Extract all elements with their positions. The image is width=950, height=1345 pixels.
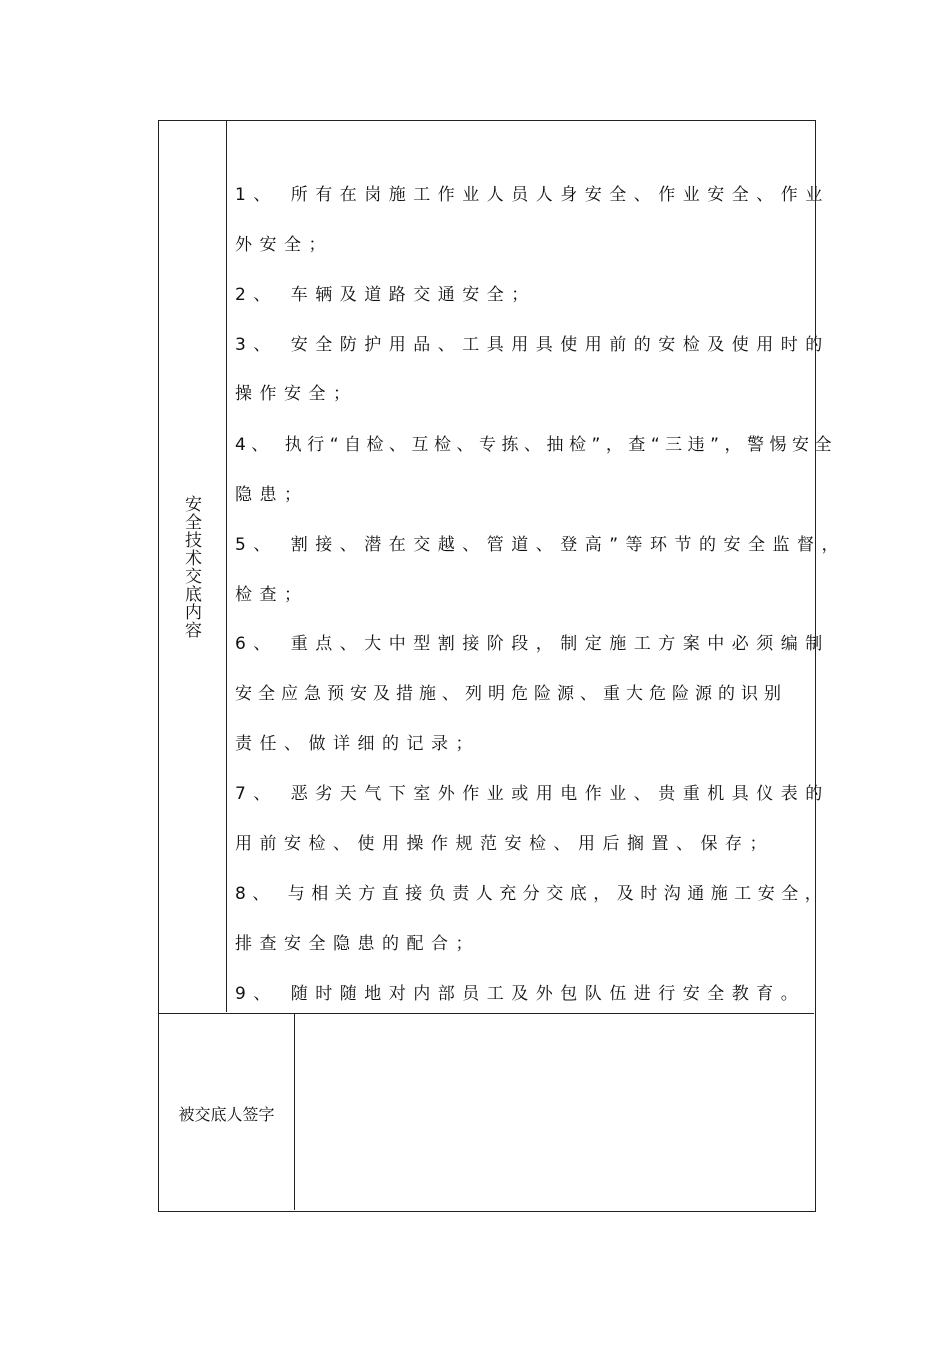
content-line: 1、 所有在岗施工作业人员人身安全、作业安全、作业 <box>235 185 830 205</box>
content-line: 6、 重点、大中型割接阶段，制定施工方案中必须编制 <box>235 634 830 654</box>
content-line: 用前安检、使用操作规范安检、用后搁置、保存； <box>235 834 774 854</box>
content-line: 排查安全隐患的配合； <box>235 934 480 954</box>
signature-row <box>159 1014 814 1210</box>
signature-label-cell <box>159 1014 295 1210</box>
safety-briefing-table <box>158 120 847 1212</box>
content-line: 2、 车辆及道路交通安全； <box>235 285 536 305</box>
content-line: 8、 与相关方直接负责人充分交底，及时沟通施工安全， <box>235 884 829 904</box>
briefing-content-row <box>159 121 847 1014</box>
content-line: 4、 执行“自检、互检、专拣、抽检”，查“三违”，警惕安全 <box>235 435 837 455</box>
content-line: 隐患； <box>235 485 309 505</box>
content-line: 责任、做详细的记录； <box>235 734 480 754</box>
content-line: 3、 安全防护用品、工具用具使用前的安检及使用时的 <box>235 335 830 355</box>
content-line: 5、 割接、潜在交越、管道、登高”等环节的安全监督， <box>235 535 847 555</box>
section-label-cell <box>159 121 227 1012</box>
content-line: 7、 恶劣天气下室外作业或用电作业、贵重机具仪表的 <box>235 784 830 804</box>
content-line: 检查； <box>235 585 309 605</box>
signature-field[interactable] <box>295 1014 814 1210</box>
content-line: 操作安全； <box>235 384 358 404</box>
content-line: 外安全； <box>235 235 333 255</box>
section-label: 安全技术交底内容 <box>181 494 201 639</box>
signature-label: 被交底人签字 <box>178 1104 275 1124</box>
content-line: 9、 随时随地对内部员工及外包队伍进行安全教育。 <box>235 984 806 1004</box>
content-line: 安全应急预安及措施、列明危险源、重大危险源的识别 <box>235 684 787 704</box>
content-cell <box>227 121 847 1012</box>
